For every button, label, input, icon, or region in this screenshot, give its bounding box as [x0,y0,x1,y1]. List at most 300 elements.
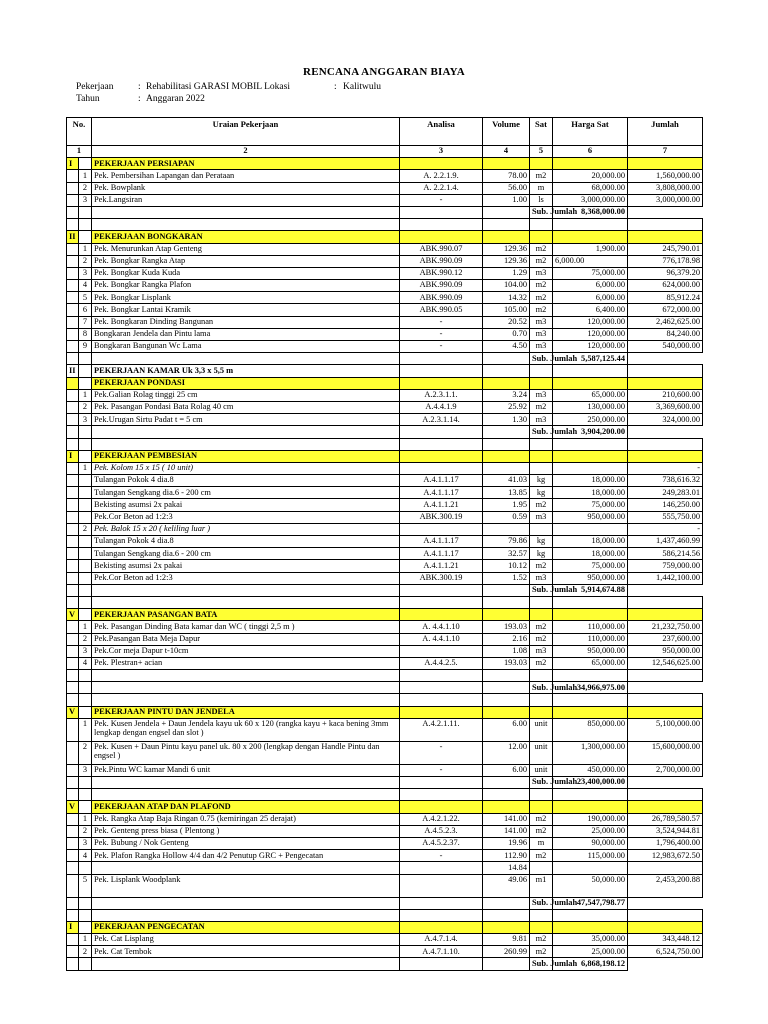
item-total: 12,546,625.00 [628,657,703,669]
section-fill [628,231,703,243]
section-fill [483,377,530,389]
section-spacer [79,706,92,718]
item-row [67,621,703,633]
item-description: Tulangan Sengkang dia.6 - 200 cm [92,548,400,560]
item-spacer [67,548,79,560]
item-volume: 0.70 [483,328,530,340]
item-number [79,536,92,548]
section-fill [400,231,483,243]
item-spacer [67,657,79,669]
item-unit: m2 [530,401,553,413]
blank-cell [628,694,703,706]
item-row [67,414,703,426]
blank-cell [530,219,553,231]
blank-cell [67,219,79,231]
item-unit-price: 75,000.00 [553,267,628,279]
item-description: Pek. Bongkaran Dinding Bangunan [92,316,400,328]
blank-cell [530,789,553,801]
item-volume: 12.00 [483,741,530,764]
budget-table [66,117,703,971]
section-fill [530,158,553,170]
section-title: PEKERJAAN PONDASI [92,377,400,389]
page-title: RENCANA ANGGARAN BIAYA [303,66,465,78]
subtotal-spacer [79,206,92,218]
blank-cell [400,438,483,450]
item-analisa: A.4.1.1.21 [400,560,483,572]
item-number: 1 [79,621,92,633]
item-unit: m2 [530,280,553,292]
item-unit: unit [530,718,553,741]
item-number: 3 [79,414,92,426]
item-spacer [67,621,79,633]
item-unit-price: 850,000.00 [553,718,628,741]
item-analisa: - [400,850,483,862]
item-unit-price: 950,000.00 [553,511,628,523]
item-description: Pek. Kusen Jendela + Daun Jendela kayu uk 60 x 120 (rangka kayu + kaca bening 3mm lengkap dengan engsel dan slot ) [92,718,400,741]
item-unit: m3 [530,511,553,523]
item-analisa: A.4.7.1.4. [400,934,483,946]
blank-cell [79,596,92,608]
blank-cell [92,596,400,608]
section-title: PEKERJAAN PINTU DAN JENDELA [92,706,400,718]
section-fill [628,706,703,718]
item-total: 3,524,944.81 [628,825,703,837]
section-fill [400,377,483,389]
section-fill [628,450,703,462]
blank-cell [553,909,628,921]
group-spacer [79,365,92,377]
item-analisa: - [400,194,483,206]
item-number [79,572,92,584]
item-unit: m2 [530,255,553,267]
item-unit-price: 110,000.00 [553,621,628,633]
subtotal-spacer [483,353,530,365]
item-unit: unit [530,764,553,776]
table-header-row [67,118,703,146]
item-spacer [67,182,79,194]
section-row [67,231,703,243]
blank-cell [628,219,703,231]
item-analisa: - [400,328,483,340]
item-number [79,560,92,572]
blank-row [67,438,703,450]
item-analisa: A.4.1.1.17 [400,487,483,499]
item-volume: 1.08 [483,645,530,657]
blank-cell [92,219,400,231]
item-analisa [400,523,483,535]
item-spacer [67,741,79,764]
item-spacer [67,536,79,548]
blank-cell [400,789,483,801]
item-number: 1 [79,813,92,825]
blank-cell [79,694,92,706]
item-unit-price: 190,000.00 [553,813,628,825]
item-unit-price [553,462,628,474]
item-description: Pek.Langsiran [92,194,400,206]
item-row [67,850,703,862]
item-number: 2 [79,401,92,413]
blank-cell [92,789,400,801]
tahun-value: Anggaran 2022 [146,94,205,104]
blank-row [67,789,703,801]
item-spacer [67,292,79,304]
subtotal-spacer [79,584,92,596]
col-number: 4 [483,146,530,158]
section-fill [628,801,703,813]
blank-cell [483,694,530,706]
blank-cell [483,596,530,608]
item-number: 5 [79,874,92,897]
item-total: 324,000.00 [628,414,703,426]
item-description: Pek. Pasangan Pondasi Bata Rolag 40 cm [92,401,400,413]
item-spacer [67,462,79,474]
item-total: 2,700,000.00 [628,764,703,776]
item-row [67,536,703,548]
section-spacer [79,450,92,462]
section-fill [400,706,483,718]
subtotal-label: Sub. Jumlah [530,958,553,970]
subtotal-spacer [67,777,79,789]
item-volume: 19.96 [483,837,530,849]
item-row [67,718,703,741]
item-row [67,499,703,511]
section-fill [400,801,483,813]
section-fill [530,609,553,621]
header-analisa: Analisa [400,118,483,146]
item-volume [483,523,530,535]
subtotal-value: 23,400,000.00 [553,777,628,789]
blank-cell [628,438,703,450]
blank-row [67,694,703,706]
item-unit-price: 120,000.00 [553,316,628,328]
item-total: 15,600,000.00 [628,741,703,764]
subtotal-spacer [67,897,79,909]
subtotal-value: 5,914,674.88 [553,584,628,596]
blank-cell [67,596,79,608]
item-total: 6,524,750.00 [628,946,703,958]
item-description: Bongkaran Bangunan Wc Lama [92,341,400,353]
item-number: 2 [79,523,92,535]
item-number [79,862,92,874]
section-spacer [79,801,92,813]
item-unit: unit [530,741,553,764]
blank-cell [79,219,92,231]
item-number: 8 [79,328,92,340]
section-fill [400,450,483,462]
section-row [67,609,703,621]
item-number: 3 [79,267,92,279]
subtotal-spacer [400,958,483,970]
item-number: 1 [79,170,92,182]
item-unit: m1 [530,874,553,897]
blank-cell [92,694,400,706]
item-total: 343,448.12 [628,934,703,946]
item-number: 3 [79,764,92,776]
subtotal-label: Sub. Jumlah [530,353,553,365]
subtotal-spacer [483,682,530,694]
item-analisa: A.2.3.1.14. [400,414,483,426]
item-volume: 56.00 [483,182,530,194]
item-analisa: A.4.2.1.22. [400,813,483,825]
item-unit [530,523,553,535]
item-total: 21,232,750.00 [628,621,703,633]
item-spacer [67,934,79,946]
subtotal-label: Sub. Jumlah [530,426,553,438]
item-description: Pek. Menurunkan Atap Genteng [92,243,400,255]
item-spacer [67,487,79,499]
item-total: 586,214.56 [628,548,703,560]
item-total: 776,178.98 [628,255,703,267]
item-unit-price: 1,300,000.00 [553,741,628,764]
tahun-label: Tahun [76,94,100,104]
item-volume: 129.36 [483,243,530,255]
blank-row [67,909,703,921]
lokasi-value: Kalitwulu [343,82,381,92]
subtotal-spacer [92,426,400,438]
item-row [67,874,703,897]
pekerjaan-sep: : [138,82,141,92]
blank-cell [79,670,92,682]
item-spacer [67,267,79,279]
item-row [67,560,703,572]
section-fill [483,609,530,621]
item-total: 84,240.00 [628,328,703,340]
item-analisa: - [400,741,483,764]
item-description: Pek. Kusen + Daun Pintu kayu panel uk. 80 x 200 (lengkap dengan Handle Pintu dan engsel ) [92,741,400,764]
item-volume: 20.52 [483,316,530,328]
item-total: 237,600.00 [628,633,703,645]
item-volume: 6.00 [483,764,530,776]
subtotal-row [67,353,703,365]
blank-cell [92,438,400,450]
item-unit: kg [530,536,553,548]
subtotal-label: Sub. Jumlah [530,682,553,694]
item-unit: kg [530,475,553,487]
item-unit-price: 18,000.00 [553,487,628,499]
item-unit-price: 950,000.00 [553,572,628,584]
item-row [67,657,703,669]
blank-cell [400,694,483,706]
item-volume: 79.86 [483,536,530,548]
item-unit: m3 [530,328,553,340]
item-description: Pek.Cor Beton ad 1:2:3 [92,511,400,523]
blank-cell [553,596,628,608]
item-analisa [400,645,483,657]
section-fill [530,706,553,718]
item-unit [530,862,553,874]
item-unit [530,462,553,474]
section-fill [530,377,553,389]
blank-cell [483,909,530,921]
item-description [92,862,400,874]
subtotal-value: 34,966,975.00 [553,682,628,694]
item-spacer [67,389,79,401]
item-total: 1,560,000.00 [628,170,703,182]
item-number: 5 [79,292,92,304]
subtotal-value: 3,904,200.00 [553,426,628,438]
item-total: 26,789,580.57 [628,813,703,825]
item-description: Pek. Plestran+ acian [92,657,400,669]
blank-cell [530,909,553,921]
subtotal-spacer [400,682,483,694]
item-spacer [67,633,79,645]
item-unit-price: 6,000.00 [553,255,628,267]
item-total: 245,790.01 [628,243,703,255]
item-spacer [67,316,79,328]
item-row [67,328,703,340]
item-total: 950,000.00 [628,645,703,657]
header-uraian: Uraian Pekerjaan [92,118,400,146]
header-volume: Volume [483,118,530,146]
item-row [67,487,703,499]
subtotal-spacer [79,958,92,970]
section-title: PEKERJAAN PEMBESIAN [92,450,400,462]
blank-cell [92,909,400,921]
item-analisa: A. 2.2.1.9. [400,170,483,182]
item-volume: 6.00 [483,718,530,741]
item-row [67,741,703,764]
subtotal-value: 47,547,798.77 [553,897,628,909]
item-total: 210,600.00 [628,389,703,401]
item-total: 1,796,400.00 [628,837,703,849]
item-volume: 141.00 [483,825,530,837]
blank-cell [553,670,628,682]
item-analisa [400,874,483,897]
item-spacer [67,825,79,837]
blank-row [67,596,703,608]
item-unit: m2 [530,170,553,182]
group-title: PEKERJAAN KAMAR Uk 3,3 x 5,5 m [92,365,400,377]
item-unit-price: 25,000.00 [553,946,628,958]
section-fill [553,609,628,621]
item-number: 1 [79,718,92,741]
item-description: Pek. Cat Tembok [92,946,400,958]
section-fill [483,801,530,813]
subtotal-row [67,584,703,596]
section-fill [483,158,530,170]
section-fill [628,377,703,389]
item-row [67,825,703,837]
blank-cell [67,694,79,706]
subtotal-spacer [483,206,530,218]
subtotal-row [67,958,703,970]
item-analisa: A.2.3.1.1. [400,389,483,401]
item-spacer [67,874,79,897]
item-number: 4 [79,657,92,669]
item-analisa: A. 4.4.1.10 [400,633,483,645]
section-fill [483,706,530,718]
subtotal-spacer [67,682,79,694]
blank-cell [400,909,483,921]
item-row [67,523,703,535]
item-description: Bongkaran Jendela dan Pintu lama [92,328,400,340]
item-volume: 78.00 [483,170,530,182]
item-spacer [67,243,79,255]
item-unit-price: 110,000.00 [553,633,628,645]
item-description: Tulangan Sengkang dia.6 - 200 cm [92,487,400,499]
item-spacer [67,304,79,316]
item-row [67,341,703,353]
item-unit-price: 6,000.00 [553,292,628,304]
item-spacer [67,328,79,340]
item-row [67,389,703,401]
item-analisa: ABK.990.09 [400,255,483,267]
item-analisa: A.4.1.1.17 [400,536,483,548]
section-fill [628,158,703,170]
item-spacer [67,645,79,657]
item-row [67,837,703,849]
item-total: 540,000.00 [628,341,703,353]
item-analisa: A.4.1.1.17 [400,548,483,560]
item-total: - [628,523,703,535]
subtotal-row [67,777,703,789]
item-number: 4 [79,850,92,862]
item-number: 7 [79,316,92,328]
item-total: 3,000,000.00 [628,194,703,206]
section-fill [483,231,530,243]
blank-cell [553,219,628,231]
section-fill [553,706,628,718]
item-row [67,170,703,182]
item-volume: 129.36 [483,255,530,267]
item-analisa: A.4.4.1.9 [400,401,483,413]
subtotal-spacer [400,584,483,596]
item-total: 249,283.01 [628,487,703,499]
item-number: 2 [79,825,92,837]
blank-cell [483,670,530,682]
section-spacer [79,377,92,389]
blank-cell [400,670,483,682]
item-description: Pek.Pasangan Bata Meja Dapur [92,633,400,645]
item-number: 1 [79,462,92,474]
subtotal-value: 5,587,125.44 [553,353,628,365]
item-row [67,572,703,584]
item-description: Pek. Plafon Rangka Hollow 4/4 dan 4/2 Penutup GRC + Pengecatan [92,850,400,862]
section-fill [530,921,553,933]
item-spacer [67,946,79,958]
subtotal-spacer [483,958,530,970]
item-unit-price: 450,000.00 [553,764,628,776]
col-number: 1 [67,146,92,158]
item-total: 1,437,460.99 [628,536,703,548]
section-spacer [79,231,92,243]
item-row [67,243,703,255]
item-unit: m2 [530,243,553,255]
subtotal-spacer [79,426,92,438]
item-unit-price: 35,000.00 [553,934,628,946]
item-unit: m2 [530,560,553,572]
item-number: 2 [79,633,92,645]
col-number: 5 [530,146,553,158]
item-description: Pek. Bongkar Lisplank [92,292,400,304]
item-description: Pek. Lisplank Woodplank [92,874,400,897]
item-row [67,934,703,946]
item-description: Pek. Rangka Atap Baja Ringan 0.75 (kemiringan 25 derajat) [92,813,400,825]
section-fill [553,801,628,813]
item-number: 1 [79,934,92,946]
subtotal-spacer [400,206,483,218]
item-total: - [628,462,703,474]
subtotal-spacer [67,206,79,218]
section-fill [553,231,628,243]
item-analisa: ABK.300.19 [400,572,483,584]
group-fill [400,365,483,377]
section-title: PEKERJAAN PASANGAN BATA [92,609,400,621]
item-unit-price: 6,000.00 [553,280,628,292]
item-unit-price: 250,000.00 [553,414,628,426]
item-volume: 2.16 [483,633,530,645]
blank-cell [67,438,79,450]
